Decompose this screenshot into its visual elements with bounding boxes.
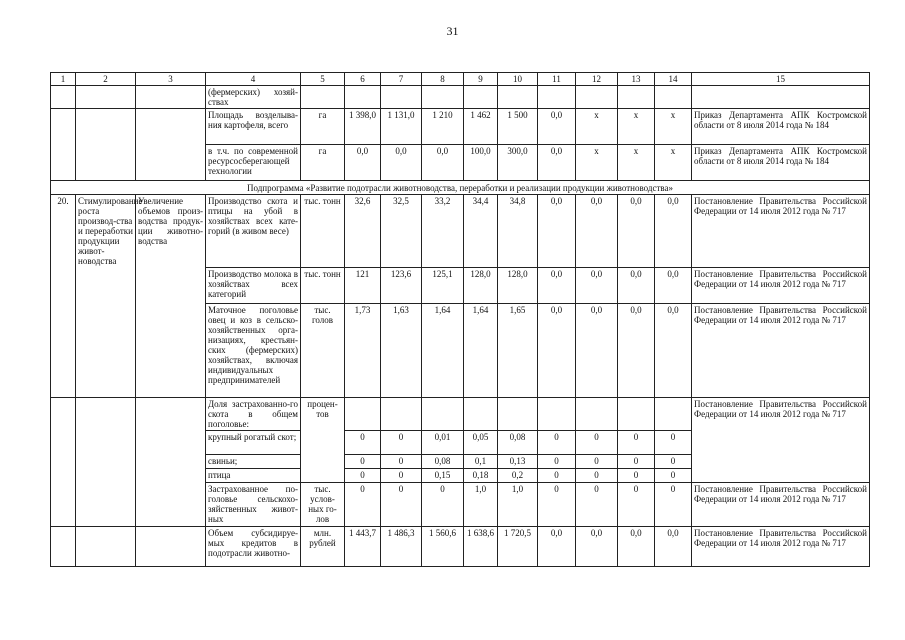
indicator-cell: (фермерских) хозяй-ствах <box>206 86 301 109</box>
value-cell: 0,0 <box>618 303 655 397</box>
value-cell: 0 <box>345 430 381 454</box>
value-cell: 0,01 <box>422 430 464 454</box>
value-cell: 1 443,7 <box>345 526 381 566</box>
value-cell: х <box>655 109 692 145</box>
document-cell: Постановление Правительства Российской Федерации от 14 июля 2012 года № 717 <box>692 267 870 303</box>
indicator-cell: в т.ч. по современной ресурсосберегающей технологии <box>206 145 301 181</box>
value-cell: 0,0 <box>538 145 576 181</box>
value-cell: 0 <box>381 482 422 526</box>
value-cell: 0 <box>538 454 576 468</box>
value-cell: 1,73 <box>345 303 381 397</box>
value-cell: 0 <box>576 468 618 482</box>
value-cell: 123,6 <box>381 267 422 303</box>
unit-cell: млн. рублей <box>301 526 345 566</box>
col-header: 8 <box>422 73 464 86</box>
col-header: 7 <box>381 73 422 86</box>
value-cell: 0 <box>422 482 464 526</box>
value-cell: 1 560,6 <box>422 526 464 566</box>
document-cell: Приказ Департамента АПК Костромской области от 8 июля 2014 года № 184 <box>692 145 870 181</box>
value-cell: 0,0 <box>655 303 692 397</box>
value-cell: 0,0 <box>381 145 422 181</box>
value-cell: 0 <box>345 454 381 468</box>
value-cell: 0 <box>538 468 576 482</box>
value-cell: 1,0 <box>498 482 538 526</box>
unit-cell: процен-тов <box>301 397 345 482</box>
value-cell: 0,08 <box>422 454 464 468</box>
goal-cell: Увеличение объемов произ-водства продук-ции животно-водства <box>136 195 206 268</box>
value-cell: х <box>576 109 618 145</box>
value-cell: 0 <box>655 430 692 454</box>
value-cell: х <box>576 145 618 181</box>
value-cell: 0 <box>345 468 381 482</box>
value-cell: 0,2 <box>498 468 538 482</box>
table-row <box>51 397 870 430</box>
value-cell: 0 <box>618 482 655 526</box>
value-cell: 0,0 <box>422 145 464 181</box>
document-cell: Постановление Правительства Российской Федерации от 14 июля 2012 года № 717 <box>692 303 870 397</box>
indicator-cell: Доля застрахованно-го скота в общем поголовье: <box>206 397 301 430</box>
value-cell: 1 720,5 <box>498 526 538 566</box>
col-header: 3 <box>136 73 206 86</box>
value-cell: 1,65 <box>498 303 538 397</box>
value-cell: 0,1 <box>464 454 498 468</box>
document-cell: Постановление Правительства Российской Федерации от 14 июля 2012 года № 717 <box>692 526 870 566</box>
value-cell: 0,0 <box>538 267 576 303</box>
value-cell: 0 <box>538 430 576 454</box>
row-number: 20. <box>51 195 76 268</box>
value-cell: 1 638,6 <box>464 526 498 566</box>
document-cell: Постановление Правительства Российской Федерации от 14 июля 2012 года № 717 <box>692 195 870 268</box>
indicator-cell: свиньи; <box>206 454 301 468</box>
value-cell: х <box>655 145 692 181</box>
value-cell: 0 <box>538 482 576 526</box>
col-header: 15 <box>692 73 870 86</box>
value-cell: 0 <box>618 454 655 468</box>
document-cell: Постановление Правительства Российской Федерации от 14 июля 2012 года № 717 <box>692 482 870 526</box>
indicator-cell: птица <box>206 468 301 482</box>
table-row <box>51 267 870 303</box>
value-cell: 0,0 <box>576 267 618 303</box>
unit-cell: тыс. тонн <box>301 195 345 268</box>
col-header: 2 <box>76 73 136 86</box>
value-cell: 128,0 <box>464 267 498 303</box>
indicator-cell: Производство скота и птицы на убой в хозяйствах всех кате-горий (в живом весе) <box>206 195 301 268</box>
value-cell: х <box>618 145 655 181</box>
col-header: 5 <box>301 73 345 86</box>
indicators-table <box>50 72 870 567</box>
value-cell: 0,0 <box>655 526 692 566</box>
indicator-cell: крупный рогатый скот; <box>206 430 301 454</box>
indicator-cell: Застрахованное по-головье сельскохо-зяйственных живот-ных <box>206 482 301 526</box>
unit-cell: тыс. голов <box>301 303 345 397</box>
indicator-cell: Маточное поголовье овец и коз в сельско-хозяйственных орга-низациях, крестьян-ских (фермерских) хозяйствах, включая индивидуальных предпринимателей <box>206 303 301 397</box>
value-cell: 0,0 <box>655 195 692 268</box>
value-cell: 0 <box>655 454 692 468</box>
col-header: 4 <box>206 73 301 86</box>
value-cell: 0,0 <box>538 303 576 397</box>
table-row <box>51 303 870 397</box>
header-row <box>51 73 870 86</box>
value-cell: 0,05 <box>464 430 498 454</box>
value-cell: 33,2 <box>422 195 464 268</box>
value-cell: 1 210 <box>422 109 464 145</box>
col-header: 1 <box>51 73 76 86</box>
subprogram-title: Подпрограмма «Развитие подотрасли животноводства, переработки и реализации продукции животноводства» <box>51 181 870 195</box>
col-header: 14 <box>655 73 692 86</box>
value-cell: 0,18 <box>464 468 498 482</box>
value-cell: 0,0 <box>538 195 576 268</box>
table-row <box>51 195 870 268</box>
value-cell: 0,08 <box>498 430 538 454</box>
value-cell: 1,0 <box>464 482 498 526</box>
table-row <box>51 145 870 181</box>
value-cell: 0,13 <box>498 454 538 468</box>
document-cell: Приказ Департамента АПК Костромской области от 8 июля 2014 года № 184 <box>692 109 870 145</box>
unit-cell: тыс. услов-ных го-лов <box>301 482 345 526</box>
value-cell: 1,64 <box>464 303 498 397</box>
value-cell: 100,0 <box>464 145 498 181</box>
value-cell: 300,0 <box>498 145 538 181</box>
value-cell: 0,0 <box>655 267 692 303</box>
value-cell: 0 <box>618 468 655 482</box>
event-cell: Стимулирование роста производ-ства и переработки продукции живот-новодства <box>76 195 136 268</box>
value-cell: 1 398,0 <box>345 109 381 145</box>
value-cell: 1 486,3 <box>381 526 422 566</box>
value-cell: 0,0 <box>618 195 655 268</box>
value-cell: 1,64 <box>422 303 464 397</box>
value-cell: 0,0 <box>618 267 655 303</box>
table-row <box>51 109 870 145</box>
col-header: 6 <box>345 73 381 86</box>
table-row <box>51 482 870 526</box>
value-cell: 0,0 <box>576 195 618 268</box>
value-cell: 0 <box>655 468 692 482</box>
value-cell: 32,5 <box>381 195 422 268</box>
value-cell: 34,4 <box>464 195 498 268</box>
value-cell: 0 <box>345 482 381 526</box>
unit-cell: га <box>301 145 345 181</box>
subprogram-row <box>51 181 870 195</box>
document-cell: Постановление Правительства Российской Федерации от 14 июля 2012 года № 717 <box>692 397 870 482</box>
value-cell: 0 <box>655 482 692 526</box>
value-cell: 0,0 <box>618 526 655 566</box>
value-cell: 0,0 <box>538 109 576 145</box>
indicator-cell: Объем субсидируе-мых кредитов в подотрасли животно- <box>206 526 301 566</box>
value-cell: 0 <box>618 430 655 454</box>
unit-cell: га <box>301 109 345 145</box>
value-cell: 0 <box>576 430 618 454</box>
value-cell: 121 <box>345 267 381 303</box>
col-header: 9 <box>464 73 498 86</box>
value-cell: 0 <box>381 468 422 482</box>
value-cell: 1 131,0 <box>381 109 422 145</box>
page-number: 31 <box>446 24 459 38</box>
value-cell: 34,8 <box>498 195 538 268</box>
unit-cell: тыс. тонн <box>301 267 345 303</box>
table-row <box>51 526 870 566</box>
value-cell: 1 500 <box>498 109 538 145</box>
col-header: 12 <box>576 73 618 86</box>
value-cell: 0 <box>576 454 618 468</box>
value-cell: 0 <box>576 482 618 526</box>
value-cell: 0,0 <box>345 145 381 181</box>
value-cell: 0 <box>381 454 422 468</box>
value-cell: 0 <box>381 430 422 454</box>
indicator-cell: Площадь возделыва-ния картофеля, всего <box>206 109 301 145</box>
col-header: 10 <box>498 73 538 86</box>
value-cell: 0,15 <box>422 468 464 482</box>
value-cell: 0,0 <box>576 303 618 397</box>
col-header: 13 <box>618 73 655 86</box>
value-cell: 32,6 <box>345 195 381 268</box>
value-cell: 1 462 <box>464 109 498 145</box>
indicator-cell: Производство молока в хозяйствах всех категорий <box>206 267 301 303</box>
value-cell: 1,63 <box>381 303 422 397</box>
value-cell: 125,1 <box>422 267 464 303</box>
value-cell: 0,0 <box>576 526 618 566</box>
col-header: 11 <box>538 73 576 86</box>
value-cell: х <box>618 109 655 145</box>
table-row <box>51 86 870 109</box>
value-cell: 128,0 <box>498 267 538 303</box>
value-cell: 0,0 <box>538 526 576 566</box>
